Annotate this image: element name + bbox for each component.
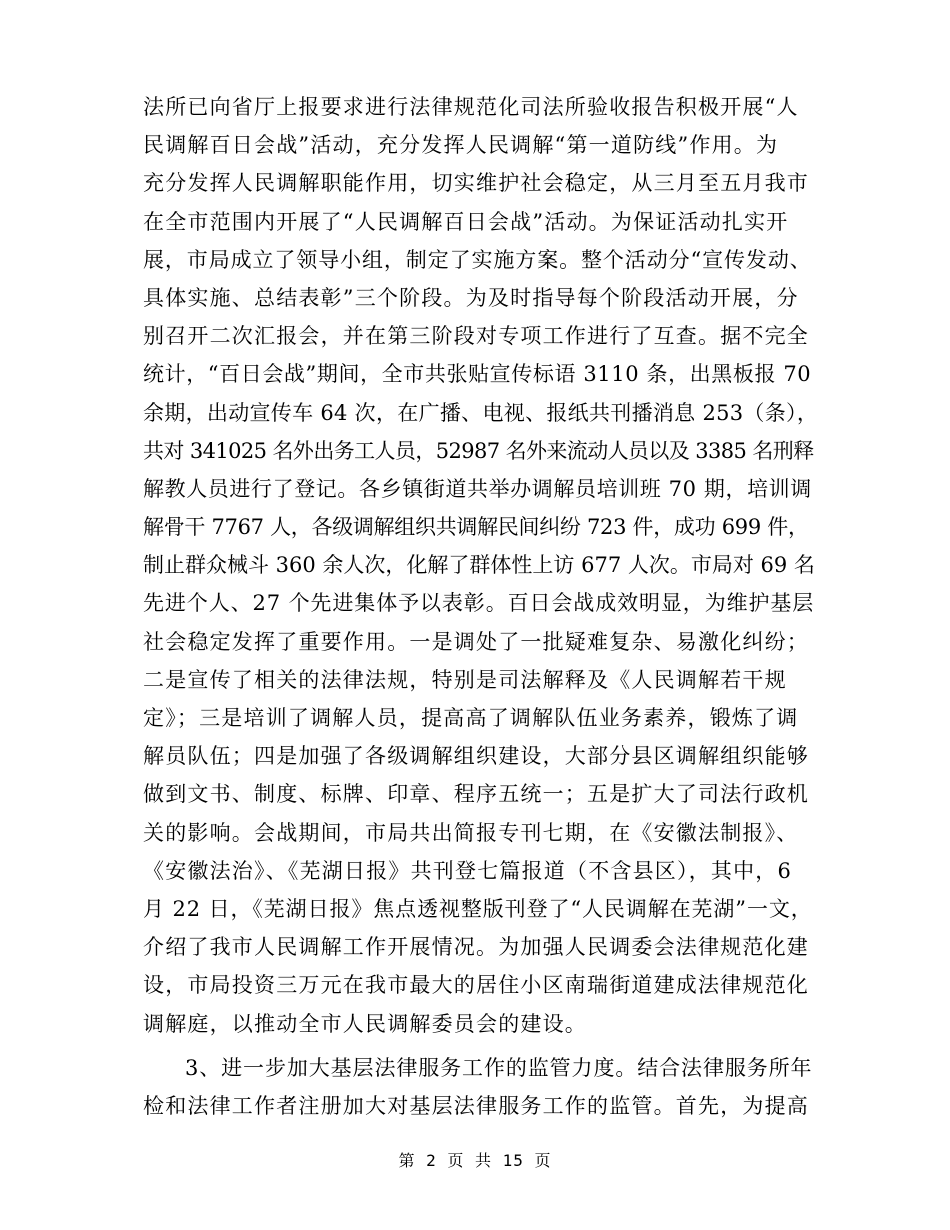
text-line: 解教人员进行了登记。各乡镇街道共举办调解员培训班 70 期，培训调	[143, 476, 812, 501]
text-line: 3、进一步加大基层法律服务工作的监管力度。结合法律服务所年	[185, 1055, 813, 1080]
page-footer: 第 2 页 共 15 页	[398, 1151, 552, 1170]
text-line: 设，市局投资三万元在我市最大的居住小区南瑞街道建成法律规范化	[143, 973, 809, 998]
text-line: 解员队伍；四是加强了各级调解组织建设，大部分县区调解组织能够	[143, 744, 809, 769]
text-line: 在全市范围内开展了“人民调解百日会战”活动。为保证活动扎实开	[143, 209, 789, 234]
paragraph	[143, 88, 818, 1043]
text-line: 具体实施、总结表彰”三个阶段。为及时指导每个阶段活动开展，分	[143, 285, 799, 310]
text-line: 社会稳定发挥了重要作用。一是调处了一批疑难复杂、易激化纠纷；	[143, 629, 809, 654]
body-text	[143, 88, 818, 1125]
text-line: 做到文书、制度、标牌、印章、程序五统一；五是扩大了司法行政机	[143, 782, 809, 807]
text-line: 检和法律工作者注册加大对基层法律服务工作的监管。首先，为提高	[143, 1093, 809, 1118]
text-line: 制止群众械斗 360 余人次，化解了群体性上访 677 人次。市局对 69 名	[143, 553, 815, 578]
text-line: 别召开二次汇报会，并在第三阶段对专项工作进行了互查。据不完全	[143, 324, 809, 349]
paragraph	[143, 1049, 818, 1125]
text-line: 法所已向省厅上报要求进行法律规范化司法所验收报告积极开展“人	[143, 95, 799, 119]
text-line: 民调解百日会战”活动，充分发挥人民调解“第一道防线”作用。为	[143, 133, 779, 158]
text-line: 《安徽法治》、《芜湖日报》共刊登七篇报道（不含县区），其中，6	[143, 858, 793, 883]
text-line: 调解庭，以推动全市人民调解委员会的建设。	[143, 1011, 587, 1036]
text-line: 月 22 日，《芜湖日报》焦点透视整版刊登了“人民调解在芜湖”一文，	[143, 896, 813, 921]
text-line: 介绍了我市人民调解工作开展情况。为加强人民调委会法律规范化建	[143, 935, 809, 960]
text-line: 余期，出动宣传车 64 次，在广播、电视、报纸共刊播消息 253（条），	[143, 400, 819, 425]
text-line: 统计，“百日会战”期间，全市共张贴宣传标语 3110 条，出黑板报 70	[143, 362, 812, 387]
text-line: 充分发挥人民调解职能作用，切实维护社会稳定，从三月至五月我市	[143, 171, 809, 196]
text-line: 二是宣传了相关的法律法规，特别是司法解释及《人民调解若干规	[143, 667, 787, 692]
text-line: 定》；三是培训了调解人员，提高高了调解队伍业务素养，锻炼了调	[143, 706, 799, 730]
text-line: 共对 341025 名外出务工人员，52987 名外来流动人员以及 3385 名刑释	[143, 438, 814, 463]
text-line: 解骨干 7767 人，各级调解组织共调解民间纠纷 723 件，成功 699 件，	[143, 515, 809, 540]
text-line: 先进个人、27 个先进集体予以表彰。百日会战成效明显，为维护基层	[143, 591, 815, 616]
text-line: 关的影响。会战期间，市局共出简报专刊七期，在《安徽法制报》、	[143, 820, 799, 845]
text-line: 展，市局成立了领导小组，制定了实施方案。整个活动分“宣传发动、	[143, 247, 812, 272]
